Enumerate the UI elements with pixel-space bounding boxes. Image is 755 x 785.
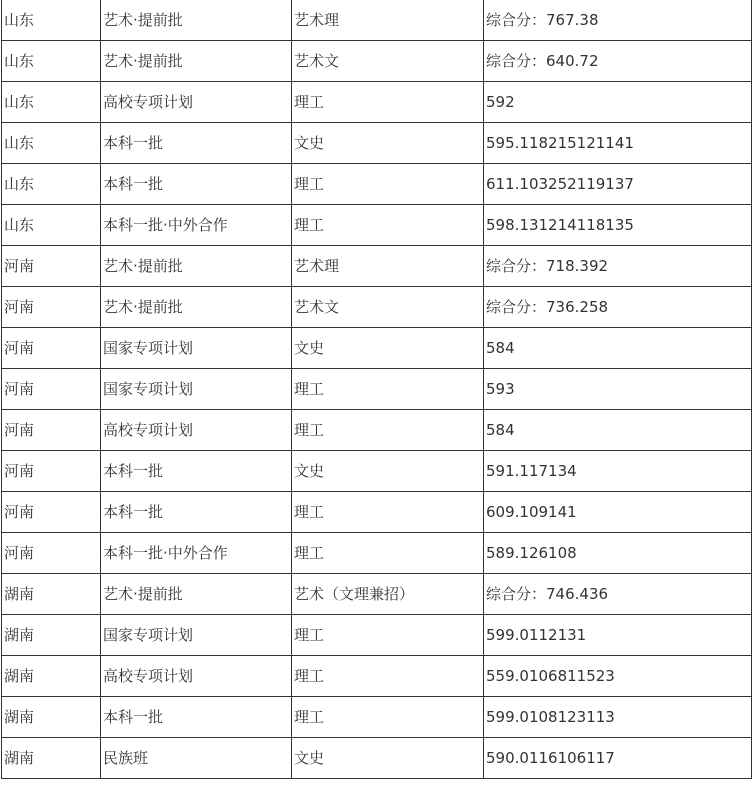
category-cell: 理工 bbox=[292, 615, 484, 656]
table-row bbox=[2, 697, 752, 738]
score-cell: 综合分：640.72 bbox=[484, 41, 752, 82]
province-cell: 湖南 bbox=[2, 574, 101, 615]
batch-cell: 艺术·提前批 bbox=[101, 246, 292, 287]
category-cell: 理工 bbox=[292, 82, 484, 123]
batch-cell: 国家专项计划 bbox=[101, 328, 292, 369]
score-cell: 595.118215121141 bbox=[484, 123, 752, 164]
category-cell: 理工 bbox=[292, 410, 484, 451]
table-row bbox=[2, 0, 752, 41]
category-cell: 理工 bbox=[292, 492, 484, 533]
province-cell: 湖南 bbox=[2, 615, 101, 656]
score-cell: 592 bbox=[484, 82, 752, 123]
batch-cell: 国家专项计划 bbox=[101, 615, 292, 656]
score-cell: 599.0108123113 bbox=[484, 697, 752, 738]
score-cell: 综合分：736.258 bbox=[484, 287, 752, 328]
province-cell: 山东 bbox=[2, 205, 101, 246]
batch-cell: 本科一批·中外合作 bbox=[101, 205, 292, 246]
category-cell: 艺术文 bbox=[292, 287, 484, 328]
table-row bbox=[2, 82, 752, 123]
province-cell: 湖南 bbox=[2, 738, 101, 779]
batch-cell: 艺术·提前批 bbox=[101, 0, 292, 41]
category-cell: 文史 bbox=[292, 123, 484, 164]
province-cell: 山东 bbox=[2, 164, 101, 205]
province-cell: 河南 bbox=[2, 451, 101, 492]
table-row bbox=[2, 451, 752, 492]
admission-scores-table bbox=[1, 0, 752, 779]
score-cell: 598.131214118135 bbox=[484, 205, 752, 246]
table-row bbox=[2, 205, 752, 246]
table-body bbox=[2, 0, 752, 779]
province-cell: 河南 bbox=[2, 328, 101, 369]
province-cell: 河南 bbox=[2, 369, 101, 410]
batch-cell: 国家专项计划 bbox=[101, 369, 292, 410]
category-cell: 艺术理 bbox=[292, 0, 484, 41]
score-cell: 599.0112131 bbox=[484, 615, 752, 656]
province-cell: 河南 bbox=[2, 533, 101, 574]
province-cell: 湖南 bbox=[2, 656, 101, 697]
score-cell: 综合分：746.436 bbox=[484, 574, 752, 615]
batch-cell: 本科一批 bbox=[101, 492, 292, 533]
batch-cell: 本科一批·中外合作 bbox=[101, 533, 292, 574]
category-cell: 文史 bbox=[292, 451, 484, 492]
table-row bbox=[2, 492, 752, 533]
table-row bbox=[2, 410, 752, 451]
score-cell: 584 bbox=[484, 410, 752, 451]
table-row bbox=[2, 574, 752, 615]
table-row bbox=[2, 123, 752, 164]
table-row bbox=[2, 246, 752, 287]
table-row bbox=[2, 738, 752, 779]
table-row bbox=[2, 287, 752, 328]
province-cell: 河南 bbox=[2, 492, 101, 533]
table-row bbox=[2, 533, 752, 574]
batch-cell: 艺术·提前批 bbox=[101, 41, 292, 82]
table-row bbox=[2, 164, 752, 205]
batch-cell: 本科一批 bbox=[101, 451, 292, 492]
category-cell: 艺术（文理兼招） bbox=[292, 574, 484, 615]
score-cell: 综合分：767.38 bbox=[484, 0, 752, 41]
province-cell: 河南 bbox=[2, 246, 101, 287]
province-cell: 湖南 bbox=[2, 697, 101, 738]
score-cell: 611.103252119137 bbox=[484, 164, 752, 205]
score-cell: 综合分：718.392 bbox=[484, 246, 752, 287]
category-cell: 理工 bbox=[292, 164, 484, 205]
table-row bbox=[2, 656, 752, 697]
table-row bbox=[2, 615, 752, 656]
score-cell: 589.126108 bbox=[484, 533, 752, 574]
province-cell: 山东 bbox=[2, 123, 101, 164]
category-cell: 文史 bbox=[292, 328, 484, 369]
category-cell: 理工 bbox=[292, 205, 484, 246]
score-cell: 590.0116106117 bbox=[484, 738, 752, 779]
table-row bbox=[2, 369, 752, 410]
score-cell: 584 bbox=[484, 328, 752, 369]
category-cell: 理工 bbox=[292, 369, 484, 410]
batch-cell: 民族班 bbox=[101, 738, 292, 779]
province-cell: 河南 bbox=[2, 410, 101, 451]
category-cell: 理工 bbox=[292, 656, 484, 697]
category-cell: 理工 bbox=[292, 533, 484, 574]
province-cell: 山东 bbox=[2, 0, 101, 41]
table-row bbox=[2, 41, 752, 82]
province-cell: 山东 bbox=[2, 82, 101, 123]
category-cell: 理工 bbox=[292, 697, 484, 738]
province-cell: 山东 bbox=[2, 41, 101, 82]
table-row bbox=[2, 328, 752, 369]
category-cell: 艺术文 bbox=[292, 41, 484, 82]
score-cell: 559.0106811523 bbox=[484, 656, 752, 697]
batch-cell: 高校专项计划 bbox=[101, 82, 292, 123]
batch-cell: 本科一批 bbox=[101, 697, 292, 738]
category-cell: 艺术理 bbox=[292, 246, 484, 287]
score-cell: 591.117134 bbox=[484, 451, 752, 492]
province-cell: 河南 bbox=[2, 287, 101, 328]
batch-cell: 高校专项计划 bbox=[101, 656, 292, 697]
batch-cell: 艺术·提前批 bbox=[101, 287, 292, 328]
batch-cell: 本科一批 bbox=[101, 123, 292, 164]
score-cell: 593 bbox=[484, 369, 752, 410]
score-cell: 609.109141 bbox=[484, 492, 752, 533]
batch-cell: 高校专项计划 bbox=[101, 410, 292, 451]
category-cell: 文史 bbox=[292, 738, 484, 779]
batch-cell: 本科一批 bbox=[101, 164, 292, 205]
batch-cell: 艺术·提前批 bbox=[101, 574, 292, 615]
